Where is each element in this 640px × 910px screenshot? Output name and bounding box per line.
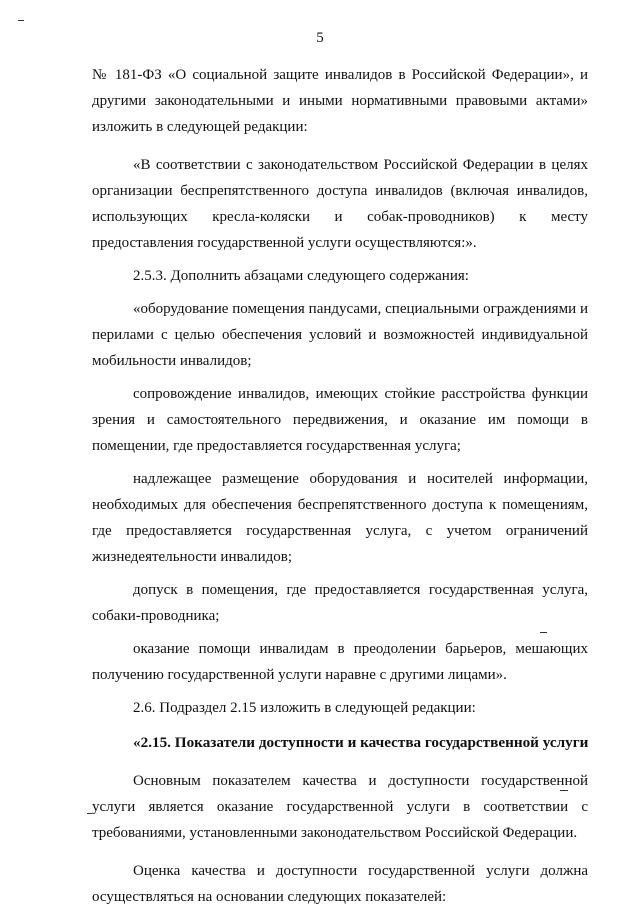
paragraph: оказание помощи инвалидам в преодолении барьеров, мешающих получению государственной услуги наравне с другими лицами». — [92, 641, 588, 683]
paragraph: сопровождение инвалидов, имеющих стойкие расстройства функции зрения и самостоятельного передвижения, и оказание им помощи в помещении, где предоставляется государственная услуга; — [92, 386, 588, 454]
section-heading: «2.15. Показатели доступности и качества государственной услуги — [133, 734, 589, 751]
paragraph: 2.6. Подраздел 2.15 изложить в следующей редакции: — [133, 700, 476, 716]
paragraph: Оценка качества и доступности государственной услуги должна осуществляться на основании следующих показателей: — [92, 863, 588, 905]
paragraph: 2.5.3. Дополнить абзацами следующего содержания: — [133, 268, 469, 284]
scan-mark — [18, 20, 24, 21]
paragraph: Основным показателем качества и доступности государственной услуги является оказание государственной услуги в соответствии с требованиями, установленными законодательством Российской Федерации. — [92, 773, 588, 841]
page-number: 5 — [316, 30, 324, 46]
paragraph: надлежащее размещение оборудования и носителей информации, необходимых для обеспечения беспрепятственного доступа к помещениям, где предоставляется государственная услуга, с учетом ограничений жизнедеятельности инвалидов; — [92, 471, 588, 565]
document-body — [92, 62, 588, 910]
paragraph: № 181-ФЗ «О социальной защите инвалидов в Российской Федерации», и другими законодательными и иными нормативными правовыми актами» изложить в следующей редакции: — [92, 67, 588, 135]
paragraph: допуск в помещения, где предоставляется государственная услуга, собаки-проводника; — [92, 582, 588, 624]
paragraph: «оборудование помещения пандусами, специальными ограждениями и перилами с целью обеспечения условий и возможностей индивидуальной мобильности инвалидов; — [92, 301, 588, 369]
paragraph: «В соответствии с законодательством Российской Федерации в целях организации беспрепятственного доступа инвалидов (включая инвалидов, использующих кресла-коляски и собак-проводников) к месту предоставления государственной услуги осуществляются:». — [92, 157, 588, 251]
